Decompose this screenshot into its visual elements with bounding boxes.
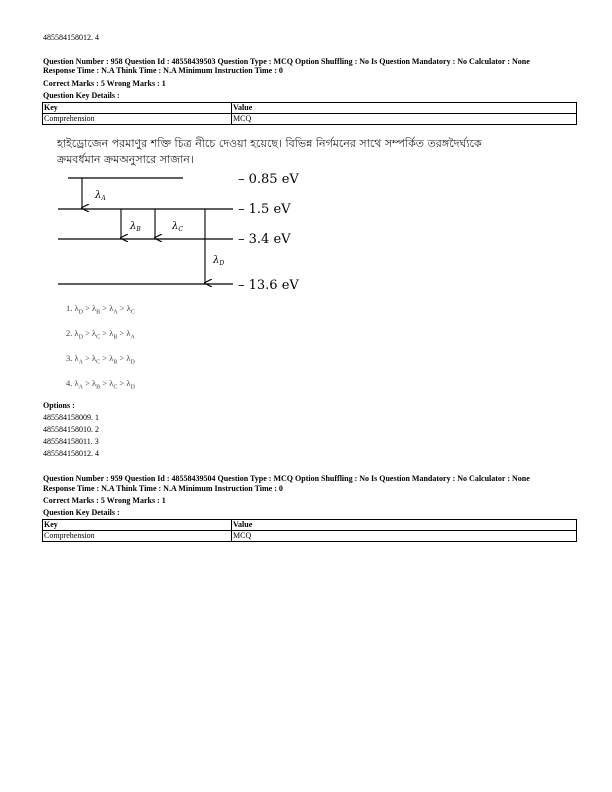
choice-number: 1. [66, 303, 75, 313]
lambda-symbol: λ [109, 353, 114, 363]
lambda-symbol: λ [109, 303, 114, 313]
q958-marks: Correct Marks : 5 Wrong Marks : 1 [43, 79, 166, 88]
choice-number: 3. [66, 353, 75, 363]
table-header-key: Key [43, 103, 232, 114]
choice-number: 2. [66, 328, 75, 338]
lambda-symbol: λ [126, 378, 131, 388]
lambda-symbol: λ [109, 328, 114, 338]
lambda-subscript: D [78, 309, 83, 316]
choice-4: 4. $\lambda_A > \lambda_B > \lambda_C > \lambda_D$ [66, 378, 135, 391]
lambda-symbol: λ [92, 378, 97, 388]
q958-question-text-line2: ক্রমবর্ধমান ক্রমঅনুসারে সাজান। [57, 153, 194, 166]
lambda-b-label: $\lambda_B$ [130, 221, 141, 233]
lambda-subscript: B [113, 359, 118, 366]
level-label-0.85: – 0.85 eV [238, 172, 299, 187]
table-row [43, 114, 577, 125]
choice-1: 1. $\lambda_D > \lambda_B > \lambda_A > \lambda_C$ [66, 303, 135, 316]
level-label-1.5: – 1.5 eV [238, 202, 291, 217]
lambda-subscript: D [78, 334, 83, 341]
lambda-subscript: B [96, 384, 101, 391]
lambda-subscript: C [113, 384, 118, 391]
q959-marks: Correct Marks : 5 Wrong Marks : 1 [43, 496, 166, 505]
lambda-subscript: D [130, 384, 135, 391]
lambda-symbol: λ [92, 328, 97, 338]
option-id-1: 485584158009. 1 [43, 413, 99, 422]
table-header-value: Value [232, 103, 577, 114]
table-cell-value: MCQ [232, 531, 577, 542]
q958-options-label: Options : [43, 401, 75, 410]
lambda-subscript: C [96, 359, 101, 366]
q958-question-text-line1: হাইড্রোজেন পরমাণুর শক্তি চিত্র নীচে দেওয়া হয়েছে। বিভিন্ন নির্গমনের সাথে সম্পর্কিত তরঙ্গদৈর্ঘ্যকে [57, 137, 482, 150]
option-id-3: 485584158011. 3 [43, 437, 99, 446]
lambda-symbol: λ [126, 328, 131, 338]
lambda-symbol: λ [92, 353, 97, 363]
table-cell-key: Comprehension [43, 114, 232, 125]
lambda-subscript: A [78, 359, 83, 366]
q958-meta-line1: Question Number : 958 Question Id : 48558439503 Question Type : MCQ Option Shuffling : No Is Question Mandatory : No Calculator : None [43, 57, 530, 66]
table-header-value: Value [232, 520, 577, 531]
table-cell-value: MCQ [232, 114, 577, 125]
lambda-subscript: A [113, 309, 118, 316]
choice-2: 2. $\lambda_D > \lambda_C > \lambda_B > \lambda_A$ [66, 328, 135, 341]
level-label-13.6: – 13.6 eV [238, 278, 299, 293]
table-header-row [43, 520, 577, 531]
lambda-subscript: D [130, 359, 135, 366]
level-label-3.4: – 3.4 eV [238, 232, 291, 247]
lambda-subscript: A [130, 334, 135, 341]
option-id-2: 485584158010. 2 [43, 425, 99, 434]
choice-3: 3. $\lambda_A > \lambda_C > \lambda_B > \lambda_D$ [66, 353, 135, 366]
lambda-symbol: λ [126, 353, 131, 363]
lambda-symbol: λ [109, 378, 114, 388]
lambda-subscript: A [78, 384, 83, 391]
choice-number: 4. [66, 378, 75, 388]
table-header-row [43, 103, 577, 114]
lambda-symbol: λ [92, 303, 97, 313]
lambda-symbol: λ [74, 353, 79, 363]
q959-meta-line2: Response Time : N.A Think Time : N.A Minimum Instruction Time : 0 [43, 484, 283, 493]
q959-key-details-label: Question Key Details : [43, 508, 120, 517]
lambda-c-label: $\lambda_C$ [172, 221, 183, 233]
lambda-symbol: λ [74, 328, 79, 338]
header-option-id: 485584158012. 4 [43, 33, 99, 42]
lambda-a-label: $\lambda_A$ [95, 190, 106, 202]
option-id-4: 485584158012. 4 [43, 449, 99, 458]
lambda-subscript: B [113, 334, 118, 341]
lambda-symbol: λ [74, 378, 79, 388]
q959-meta-line1: Question Number : 959 Question Id : 48558439504 Question Type : MCQ Option Shuffling : No Is Question Mandatory : No Calculator : None [43, 474, 530, 483]
lambda-subscript: B [96, 309, 101, 316]
lambda-symbol: λ [126, 303, 131, 313]
q958-meta-line2: Response Time : N.A Think Time : N.A Minimum Instruction Time : 0 [43, 66, 283, 75]
q959-key-table [42, 519, 577, 542]
lambda-subscript: C [130, 309, 135, 316]
table-cell-key: Comprehension [43, 531, 232, 542]
lambda-d-label: $\lambda_D$ [213, 255, 225, 267]
lambda-symbol: λ [74, 303, 79, 313]
q958-key-table [42, 102, 577, 125]
table-row [43, 531, 577, 542]
table-header-key: Key [43, 520, 232, 531]
q958-key-details-label: Question Key Details : [43, 91, 120, 100]
lambda-subscript: C [96, 334, 101, 341]
energy-level-diagram [48, 168, 328, 298]
